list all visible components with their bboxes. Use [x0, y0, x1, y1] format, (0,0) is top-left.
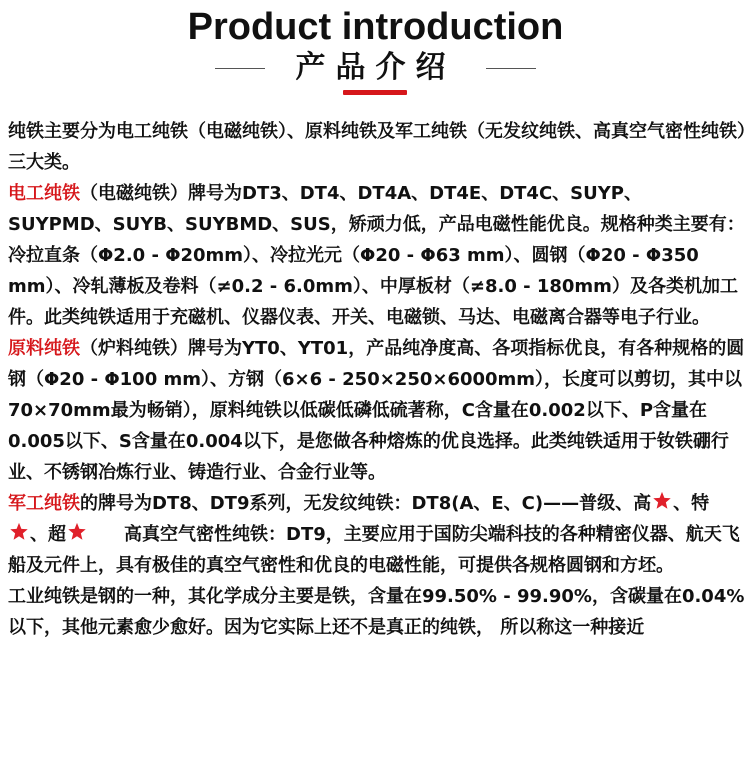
page-title-en: Product introduction: [187, 6, 564, 48]
raw-iron-text: （炉料纯铁）牌号为YT0、YT01，产品纯净度高、各项指标优良，有各种规格的圆钢（Φ20 - Φ100 mm）、方钢（6×6 - 250×250×6000mm），长度可以剪切，其中以70×70mm最为畅销），原料纯铁以低碳低磷低硫著称，C含量在0.002以下、P含量在0.005以下、S含量在0.004以下，是您做各种熔炼的优良选择。此类纯铁适用于钕铁硼行业、不锈钢冶炼行业、铸造行业、合金行业等。: [8, 338, 745, 483]
military-iron-label: 军工纯铁: [8, 493, 80, 514]
industrial-iron-paragraph: 工业纯铁是钢的一种，其化学成分主要是铁，含量在99.50% - 99.90%，含碳量在0.04%以下，其他元素愈少愈好。因为它实际上还不是真正的纯铁， 所以称这一种接近: [8, 586, 745, 638]
electrical-iron-text: （电磁纯铁）牌号为DT3、DT4、DT4A、DT4E、DT4C、SUYP、SUYPMD、SUYB、SUYBMD、SUS，矫顽力低，产品电磁性能优良。规格种类主要有：冷拉直条（Φ2.0 - Φ20mm）、冷拉光元（Φ20 - Φ63 mm）、圆钢（Φ20 - Φ350 mm）、冷轧薄板及卷料（≠0.2 - 6.0mm）、中厚板材（≠8.0 - 180mm）及各类机加工件。此类纯铁适用于充磁机、仪器仪表、开关、电磁锁、马达、电磁离合器等电子行业。: [8, 183, 745, 328]
title-divider-right: [486, 68, 536, 69]
intro-paragraph: 纯铁主要分为电工纯铁（电磁纯铁）、原料纯铁及军工纯铁（无发纹纯铁、高真空气密性纯铁）三大类。: [8, 121, 746, 173]
military-iron-text-d: 高真空气密性纯铁：DT9，主要应用于国防尖端科技的各种精密仪器、航天飞船及元件上，具有极佳的真空气密性和优良的电磁性能，可提供各规格圆钢和方坯。: [8, 524, 740, 576]
title-accent-bar: [343, 90, 407, 95]
electrical-iron-paragraph: [8, 178, 746, 333]
red-star-icon: [8, 521, 30, 543]
raw-iron-label: 原料纯铁: [8, 338, 80, 359]
red-star-icon: [66, 521, 88, 543]
header: [0, 0, 751, 100]
red-star-icon: [651, 490, 673, 512]
page-title-zh: 产品介绍: [295, 50, 456, 85]
raw-iron-paragraph: [8, 333, 746, 488]
product-description: [8, 116, 746, 643]
military-iron-text-a: 的牌号为DT8、DT9系列，无发纹纯铁：DT8(A、E、C)——普级、高: [80, 493, 652, 514]
electrical-iron-label: 电工纯铁: [8, 183, 80, 204]
military-iron-text-b: 、特: [673, 493, 710, 514]
military-iron-paragraph: [8, 488, 746, 581]
military-iron-text-c: 、超: [30, 524, 66, 545]
